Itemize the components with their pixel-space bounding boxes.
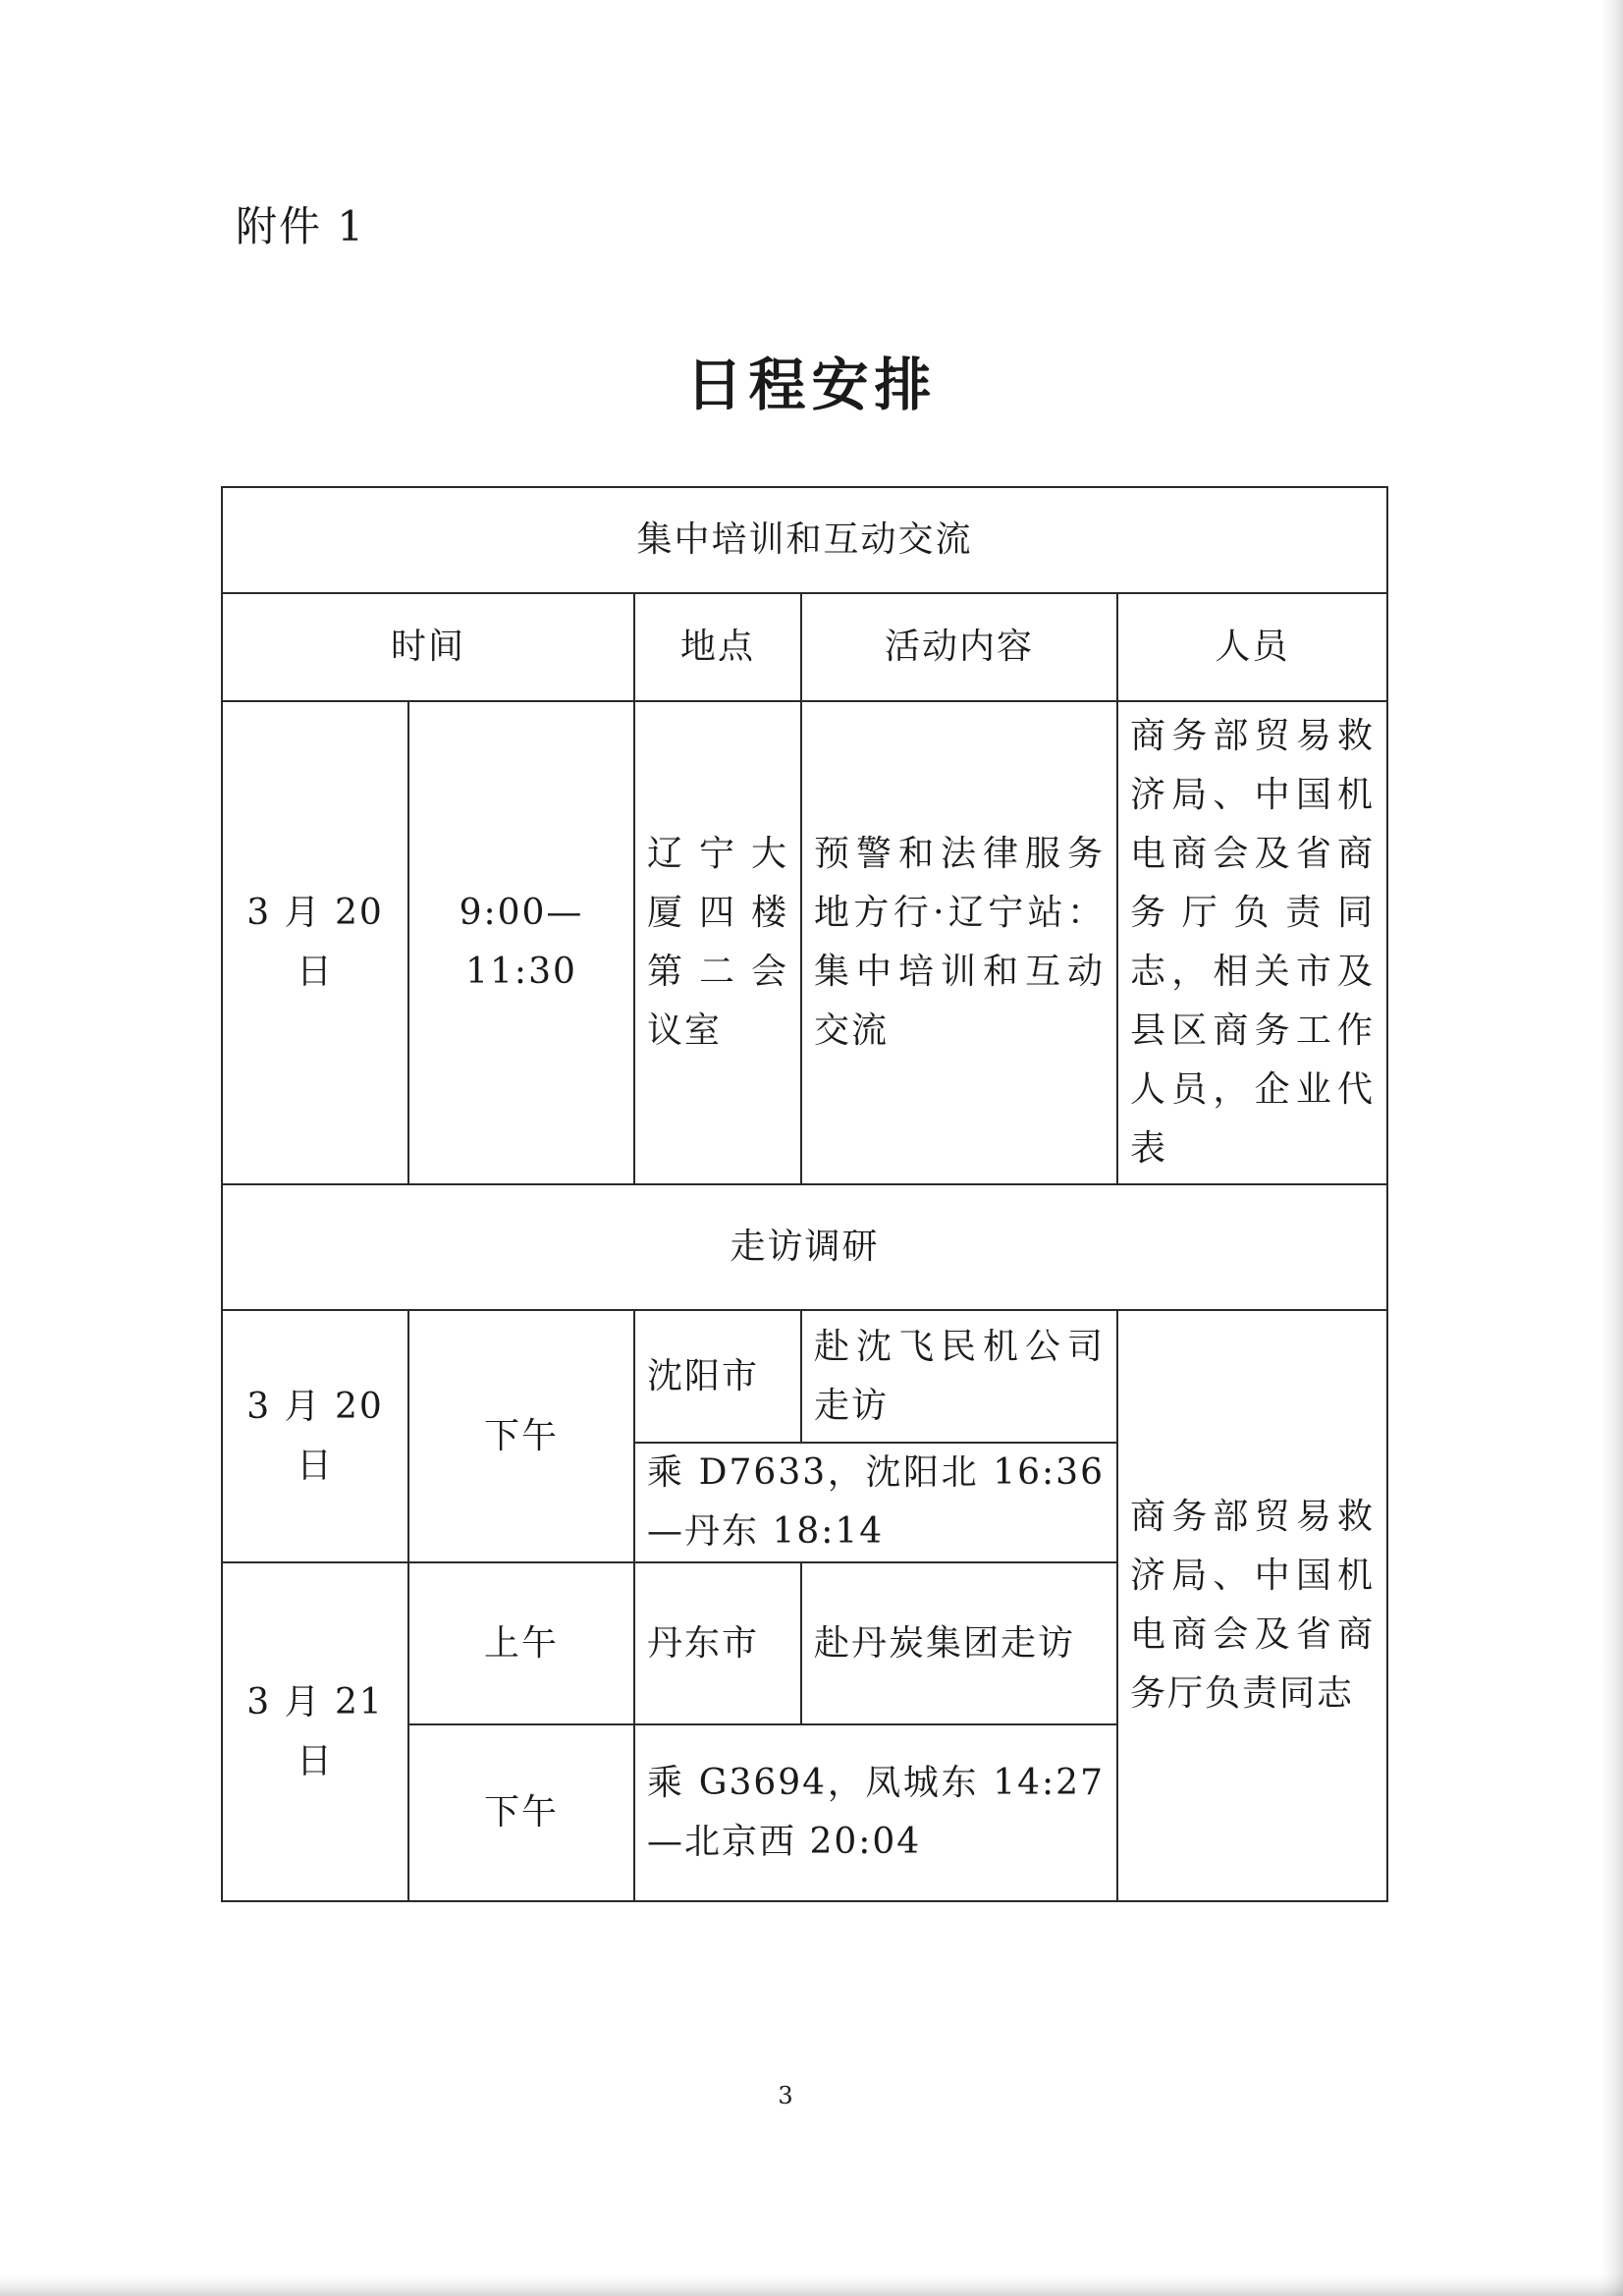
section-title-visits: 走访调研 bbox=[222, 1184, 1387, 1310]
visit-day2-activity: 赴丹炭集团走访 bbox=[801, 1562, 1117, 1724]
training-row bbox=[222, 701, 1387, 1184]
visit-day2-afternoon-period: 下午 bbox=[408, 1724, 634, 1901]
column-header-time: 时间 bbox=[222, 593, 634, 701]
visit-day1-city: 沈阳市 bbox=[634, 1310, 801, 1443]
visit-day1-activity: 赴沈飞民机公司走访 bbox=[801, 1310, 1117, 1443]
column-header-people: 人员 bbox=[1117, 593, 1387, 701]
column-header-activity: 活动内容 bbox=[801, 593, 1117, 701]
section-title-training: 集中培训和互动交流 bbox=[222, 487, 1387, 593]
training-date: 3 月 20 日 bbox=[222, 701, 408, 1184]
attachment-label: 附件 1 bbox=[236, 202, 366, 250]
column-header-row bbox=[222, 593, 1387, 701]
visit-day1-period: 下午 bbox=[408, 1310, 634, 1562]
visit-day2-morning-period: 上午 bbox=[408, 1562, 634, 1724]
visit-day2-transport: 乘 G3694，凤城东 14:27—北京西 20:04 bbox=[634, 1724, 1117, 1901]
schedule-table bbox=[221, 486, 1388, 1902]
training-location: 辽宁大厦四楼第二会议室 bbox=[634, 701, 801, 1184]
visit-row-shenyang bbox=[222, 1310, 1387, 1443]
visit-people: 商务部贸易救济局、中国机电商会及省商务厅负责同志 bbox=[1117, 1310, 1387, 1901]
training-activity: 预警和法律服务地方行·辽宁站：集中培训和互动交流 bbox=[801, 701, 1117, 1184]
visit-day2-city: 丹东市 bbox=[634, 1562, 801, 1724]
training-time: 9:00—11:30 bbox=[408, 701, 634, 1184]
page-number: 3 bbox=[778, 2082, 793, 2109]
column-header-location: 地点 bbox=[634, 593, 801, 701]
visit-day1-date: 3 月 20 日 bbox=[222, 1310, 408, 1562]
visit-day1-transport: 乘 D7633，沈阳北 16:36—丹东 18:14 bbox=[634, 1443, 1117, 1562]
scan-bottom-shadow bbox=[0, 2274, 1623, 2296]
training-people: 商务部贸易救济局、中国机电商会及省商务厅负责同志，相关市及县区商务工作人员，企业代表 bbox=[1117, 701, 1387, 1184]
section-header-visits bbox=[222, 1184, 1387, 1310]
document-title: 日程安排 bbox=[685, 352, 938, 418]
visit-day2-date: 3 月 21 日 bbox=[222, 1562, 408, 1901]
section-header-training bbox=[222, 487, 1387, 593]
